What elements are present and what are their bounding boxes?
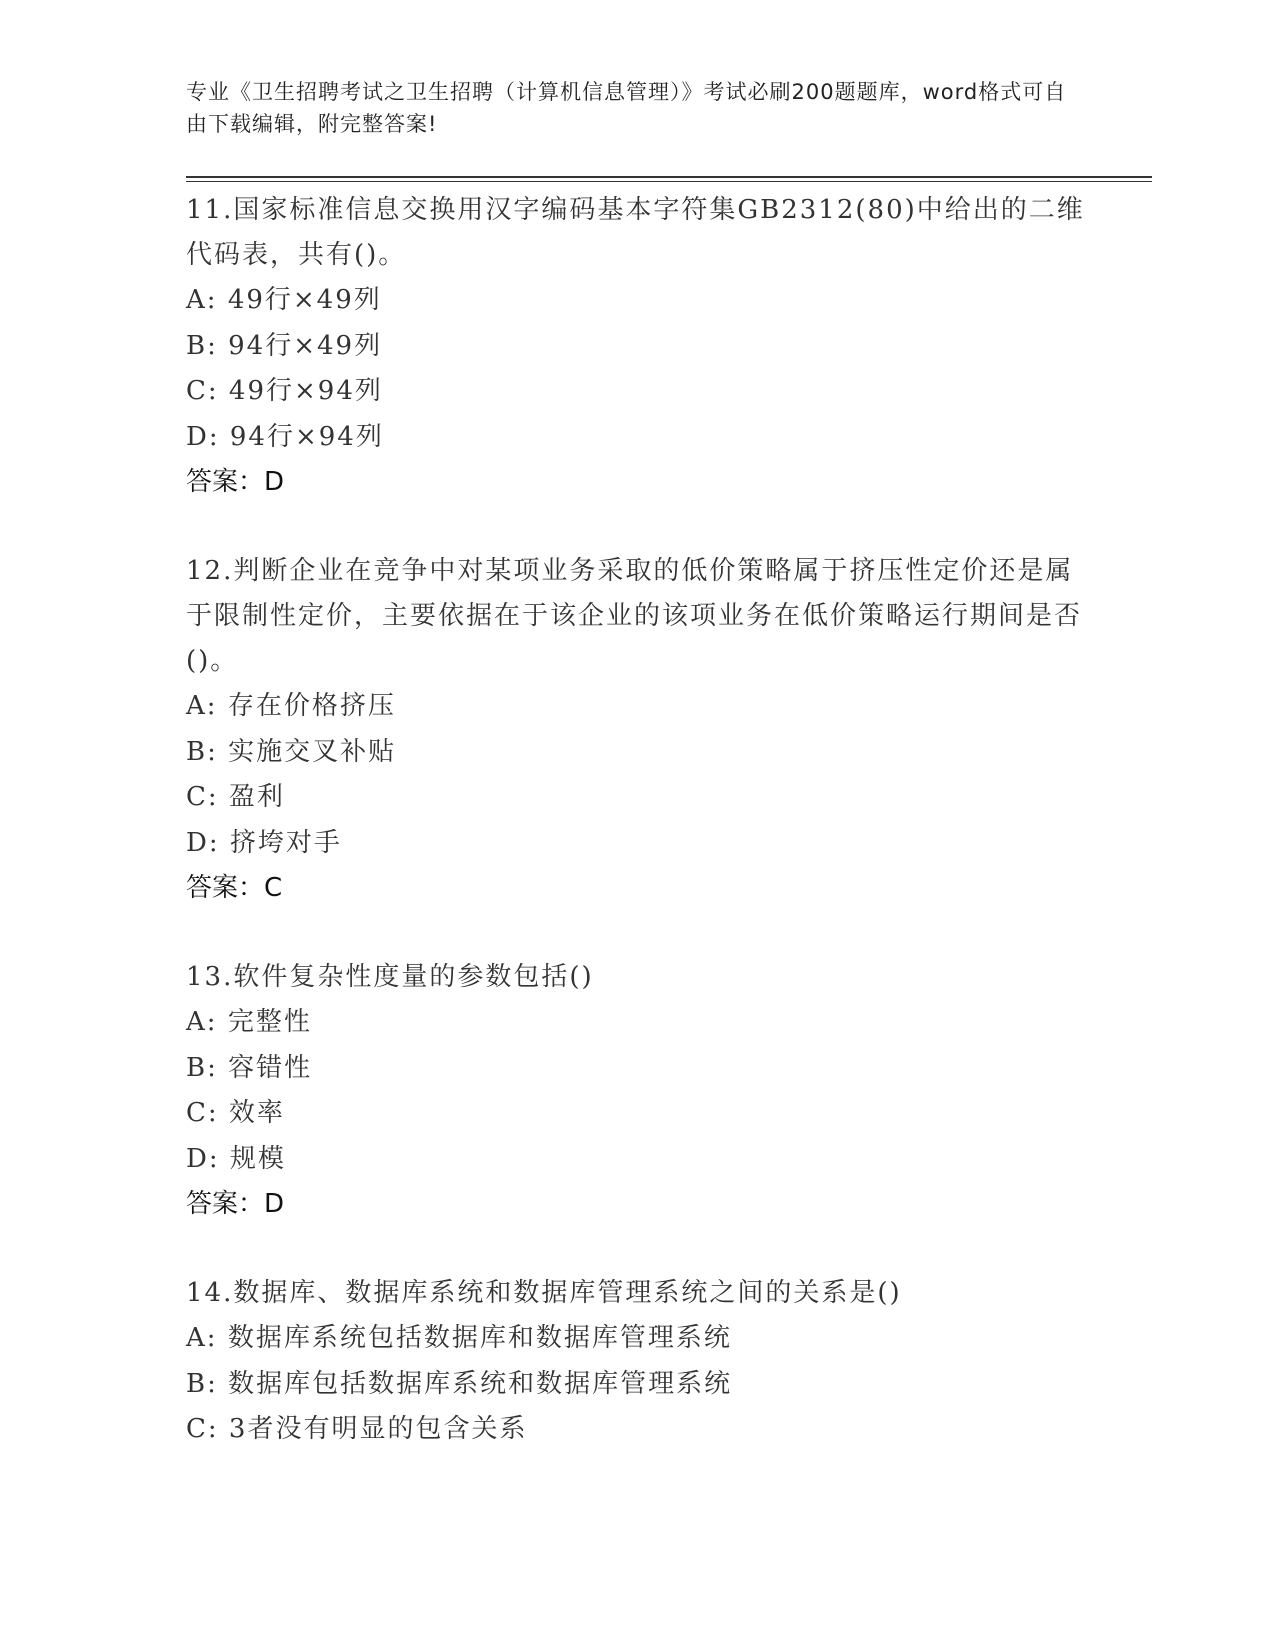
option-key: C: [186, 1098, 219, 1128]
option-text: 容错性 [228, 1052, 313, 1083]
option-c [186, 775, 1086, 821]
header-divider-thick [186, 176, 1152, 178]
question-stem: 11.国家标准信息交换用汉字编码基本字符集GB2312(80)中给出的二维代码表，共有()。 [186, 195, 1085, 270]
option-d [186, 1137, 1086, 1183]
option-d [186, 821, 1086, 867]
question-stem: 12.判断企业在竞争中对某项业务采取的低价策略属于挤压性定价还是属于限制性定价，主要依据在于该企业的该项业务在低价策略运行期间是否()。 [186, 556, 1083, 676]
answer-line: 答案：D [186, 467, 285, 497]
question-list [186, 188, 1086, 1453]
option-key: B: [186, 736, 218, 767]
option-text: 49行×94列 [228, 376, 383, 406]
document-header: 专业《卫生招聘考试之卫生招聘（计算机信息管理）》考试必刷200题题库，word格式可自由下载编辑，附完整答案! [186, 80, 1067, 136]
option-key: B: [186, 1052, 218, 1083]
option-text: 实施交叉补贴 [228, 736, 397, 767]
option-c [186, 369, 1086, 415]
option-key: B: [186, 1368, 218, 1399]
option-text: 挤垮对手 [229, 827, 342, 858]
question-14 [186, 1271, 1086, 1453]
option-d [186, 415, 1086, 461]
option-key: D: [186, 1143, 220, 1174]
option-a [186, 1000, 1086, 1046]
option-text: 49行×49列 [227, 285, 382, 315]
option-a [186, 1316, 1086, 1362]
option-text: 规模 [229, 1143, 286, 1174]
answer-line: 答案：C [186, 873, 283, 903]
option-text: 盈利 [228, 782, 285, 812]
option-text: 数据库包括数据库系统和数据库管理系统 [228, 1368, 733, 1399]
option-key: D: [186, 827, 220, 858]
option-key: B: [186, 330, 218, 361]
question-stem: 14.数据库、数据库系统和数据库管理系统之间的关系是() [186, 1278, 902, 1308]
option-b [186, 1362, 1086, 1408]
option-a [186, 278, 1086, 324]
option-c [186, 1091, 1086, 1137]
question-12 [186, 549, 1086, 911]
option-a [186, 684, 1086, 730]
question-11 [186, 188, 1086, 505]
option-key: A: [186, 1323, 218, 1353]
option-text: 3者没有明显的包含关系 [228, 1414, 528, 1444]
option-b [186, 324, 1086, 370]
option-key: C: [186, 1414, 219, 1444]
header-divider-thin [186, 181, 1152, 182]
option-key: A: [186, 285, 218, 315]
question-stem: 13.软件复杂性度量的参数包括() [186, 962, 594, 992]
option-text: 效率 [228, 1098, 285, 1128]
option-key: C: [186, 376, 219, 406]
option-b [186, 730, 1086, 776]
option-key: D: [186, 421, 220, 452]
option-text: 94行×49列 [228, 330, 383, 361]
option-c [186, 1407, 1086, 1453]
option-text: 存在价格挤压 [227, 691, 396, 721]
option-text: 数据库系统包括数据库和数据库管理系统 [227, 1323, 732, 1353]
option-key: C: [186, 782, 219, 812]
option-key: A: [186, 1007, 218, 1037]
option-text: 完整性 [227, 1007, 312, 1037]
question-13 [186, 955, 1086, 1227]
option-b [186, 1046, 1086, 1092]
option-text: 94行×94列 [229, 421, 384, 452]
answer-line: 答案：D [186, 1189, 285, 1219]
option-key: A: [186, 691, 218, 721]
